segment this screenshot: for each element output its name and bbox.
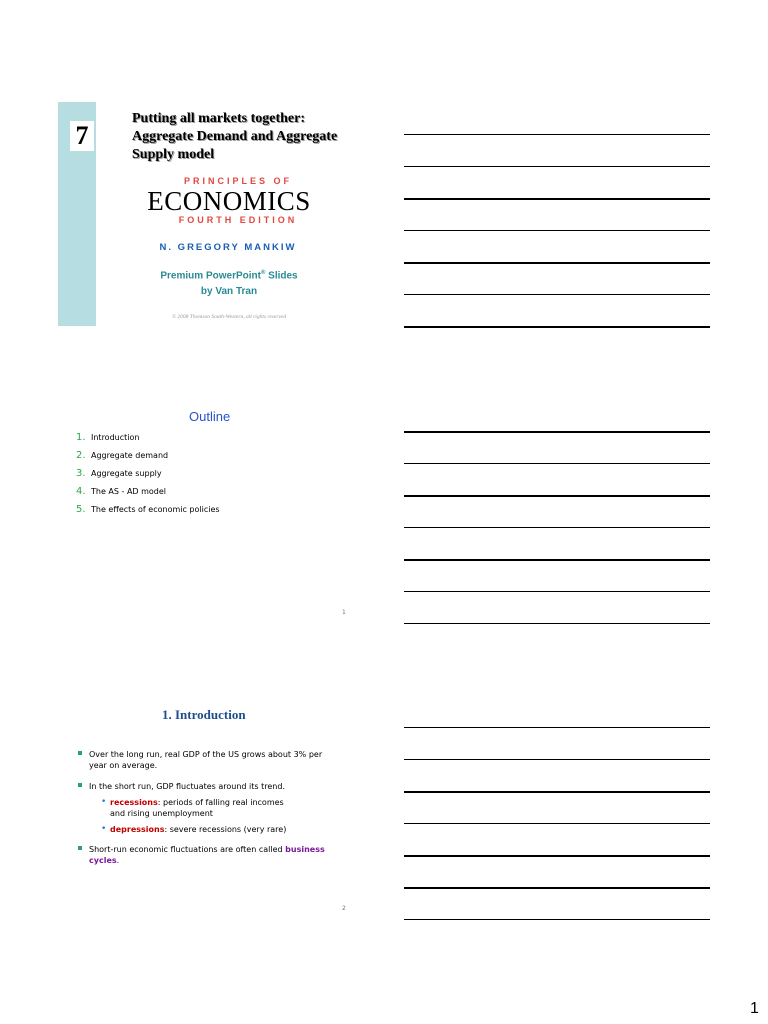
- outline-item-text: The AS - AD model: [91, 487, 167, 496]
- outline-item-number: 5.: [76, 504, 86, 515]
- note-line: [404, 623, 710, 624]
- outline-item: [76, 450, 220, 468]
- outline-item-number: 1.: [76, 432, 86, 443]
- note-line: [404, 727, 710, 728]
- principles-of: PRINCIPLES OF: [183, 176, 293, 186]
- introduction-title: 1. Introduction: [162, 707, 246, 722]
- outline-item-text: Aggregate demand: [91, 451, 169, 460]
- outline-item-text: Introduction: [91, 433, 140, 442]
- square-bullet-icon: [78, 783, 82, 787]
- outline-item-text: Aggregate supply: [91, 469, 162, 478]
- note-line: [404, 527, 710, 528]
- outline-item-number: 2.: [76, 450, 86, 461]
- note-line: [404, 431, 710, 433]
- note-line: [404, 134, 710, 135]
- slide-number: 2: [342, 905, 346, 912]
- economics-logo: ECONOMICS: [147, 186, 311, 216]
- outline-item: [76, 468, 220, 486]
- note-line: [404, 559, 710, 561]
- cycles-term: cycles: [89, 856, 117, 865]
- copyright: © 2008 Thomson South-Western, all rights reserved: [171, 314, 287, 320]
- dot-bullet-icon: •: [101, 824, 107, 834]
- note-line: [404, 855, 710, 857]
- note-line: [404, 823, 710, 824]
- note-line: [404, 294, 710, 295]
- note-line: [404, 495, 710, 497]
- note-line: [404, 198, 710, 200]
- dot-bullet-icon: •: [101, 797, 107, 807]
- premium-slides: [160, 270, 297, 281]
- outline-item-number: 3.: [76, 468, 86, 479]
- depressions-term: depressions: [110, 825, 165, 834]
- page-number: 1: [750, 1000, 759, 1017]
- outline-item: [76, 432, 220, 450]
- outline-item: [76, 504, 220, 522]
- chapter-number: 7: [70, 121, 94, 151]
- slide-outline: [58, 400, 350, 624]
- slides-text: Slides: [265, 270, 298, 282]
- note-line: [404, 919, 710, 920]
- note-line: [404, 463, 710, 464]
- by-author: by Van Tran: [200, 286, 258, 297]
- bullet-text: year on average.: [89, 761, 158, 770]
- note-line: [404, 326, 710, 328]
- slide-title-line-3: Supply model: [132, 147, 215, 162]
- recessions-term: recessions: [110, 798, 158, 807]
- bullet-text-end: .: [116, 856, 120, 865]
- slide-title: [58, 102, 350, 326]
- outline-item: [76, 486, 220, 504]
- slide-title-line-1: Putting all markets together:: [132, 111, 306, 126]
- note-line: [404, 230, 710, 231]
- outline-item-number: 4.: [76, 486, 86, 497]
- bullet-text: Over the long run, real GDP of the US grows about 3% per: [89, 750, 323, 759]
- square-bullet-icon: [78, 751, 82, 755]
- note-line: [404, 791, 710, 793]
- note-line: [404, 591, 710, 592]
- slide-introduction: [58, 696, 350, 920]
- fourth-edition: FOURTH EDITION: [178, 215, 298, 225]
- outline-item-text: The effects of economic policies: [91, 505, 220, 514]
- depressions-def: : severe recessions (very rare): [164, 825, 287, 834]
- recessions-def: : periods of falling real incomes: [157, 798, 284, 807]
- slide-number: 1: [342, 609, 346, 616]
- registered-mark: ®: [260, 270, 266, 276]
- premium-text: Premium PowerPoint: [160, 270, 261, 282]
- author-name: N. GREGORY MANKIW: [159, 242, 297, 253]
- bullet-text: Short-run economic fluctuations are often called: [89, 845, 286, 854]
- square-bullet-icon: [78, 846, 82, 850]
- bullet-text: In the short run, GDP fluctuates around its trend.: [89, 782, 285, 791]
- business-term: business: [285, 845, 325, 854]
- note-line: [404, 759, 710, 760]
- outline-list: [76, 432, 220, 522]
- recessions-def-2: and rising unemployment: [110, 809, 213, 818]
- note-line: [404, 887, 710, 889]
- note-line: [404, 262, 710, 264]
- note-line: [404, 166, 710, 167]
- slide-title-line-2: Aggregate Demand and Aggregate: [132, 129, 338, 144]
- outline-title: Outline: [189, 409, 231, 424]
